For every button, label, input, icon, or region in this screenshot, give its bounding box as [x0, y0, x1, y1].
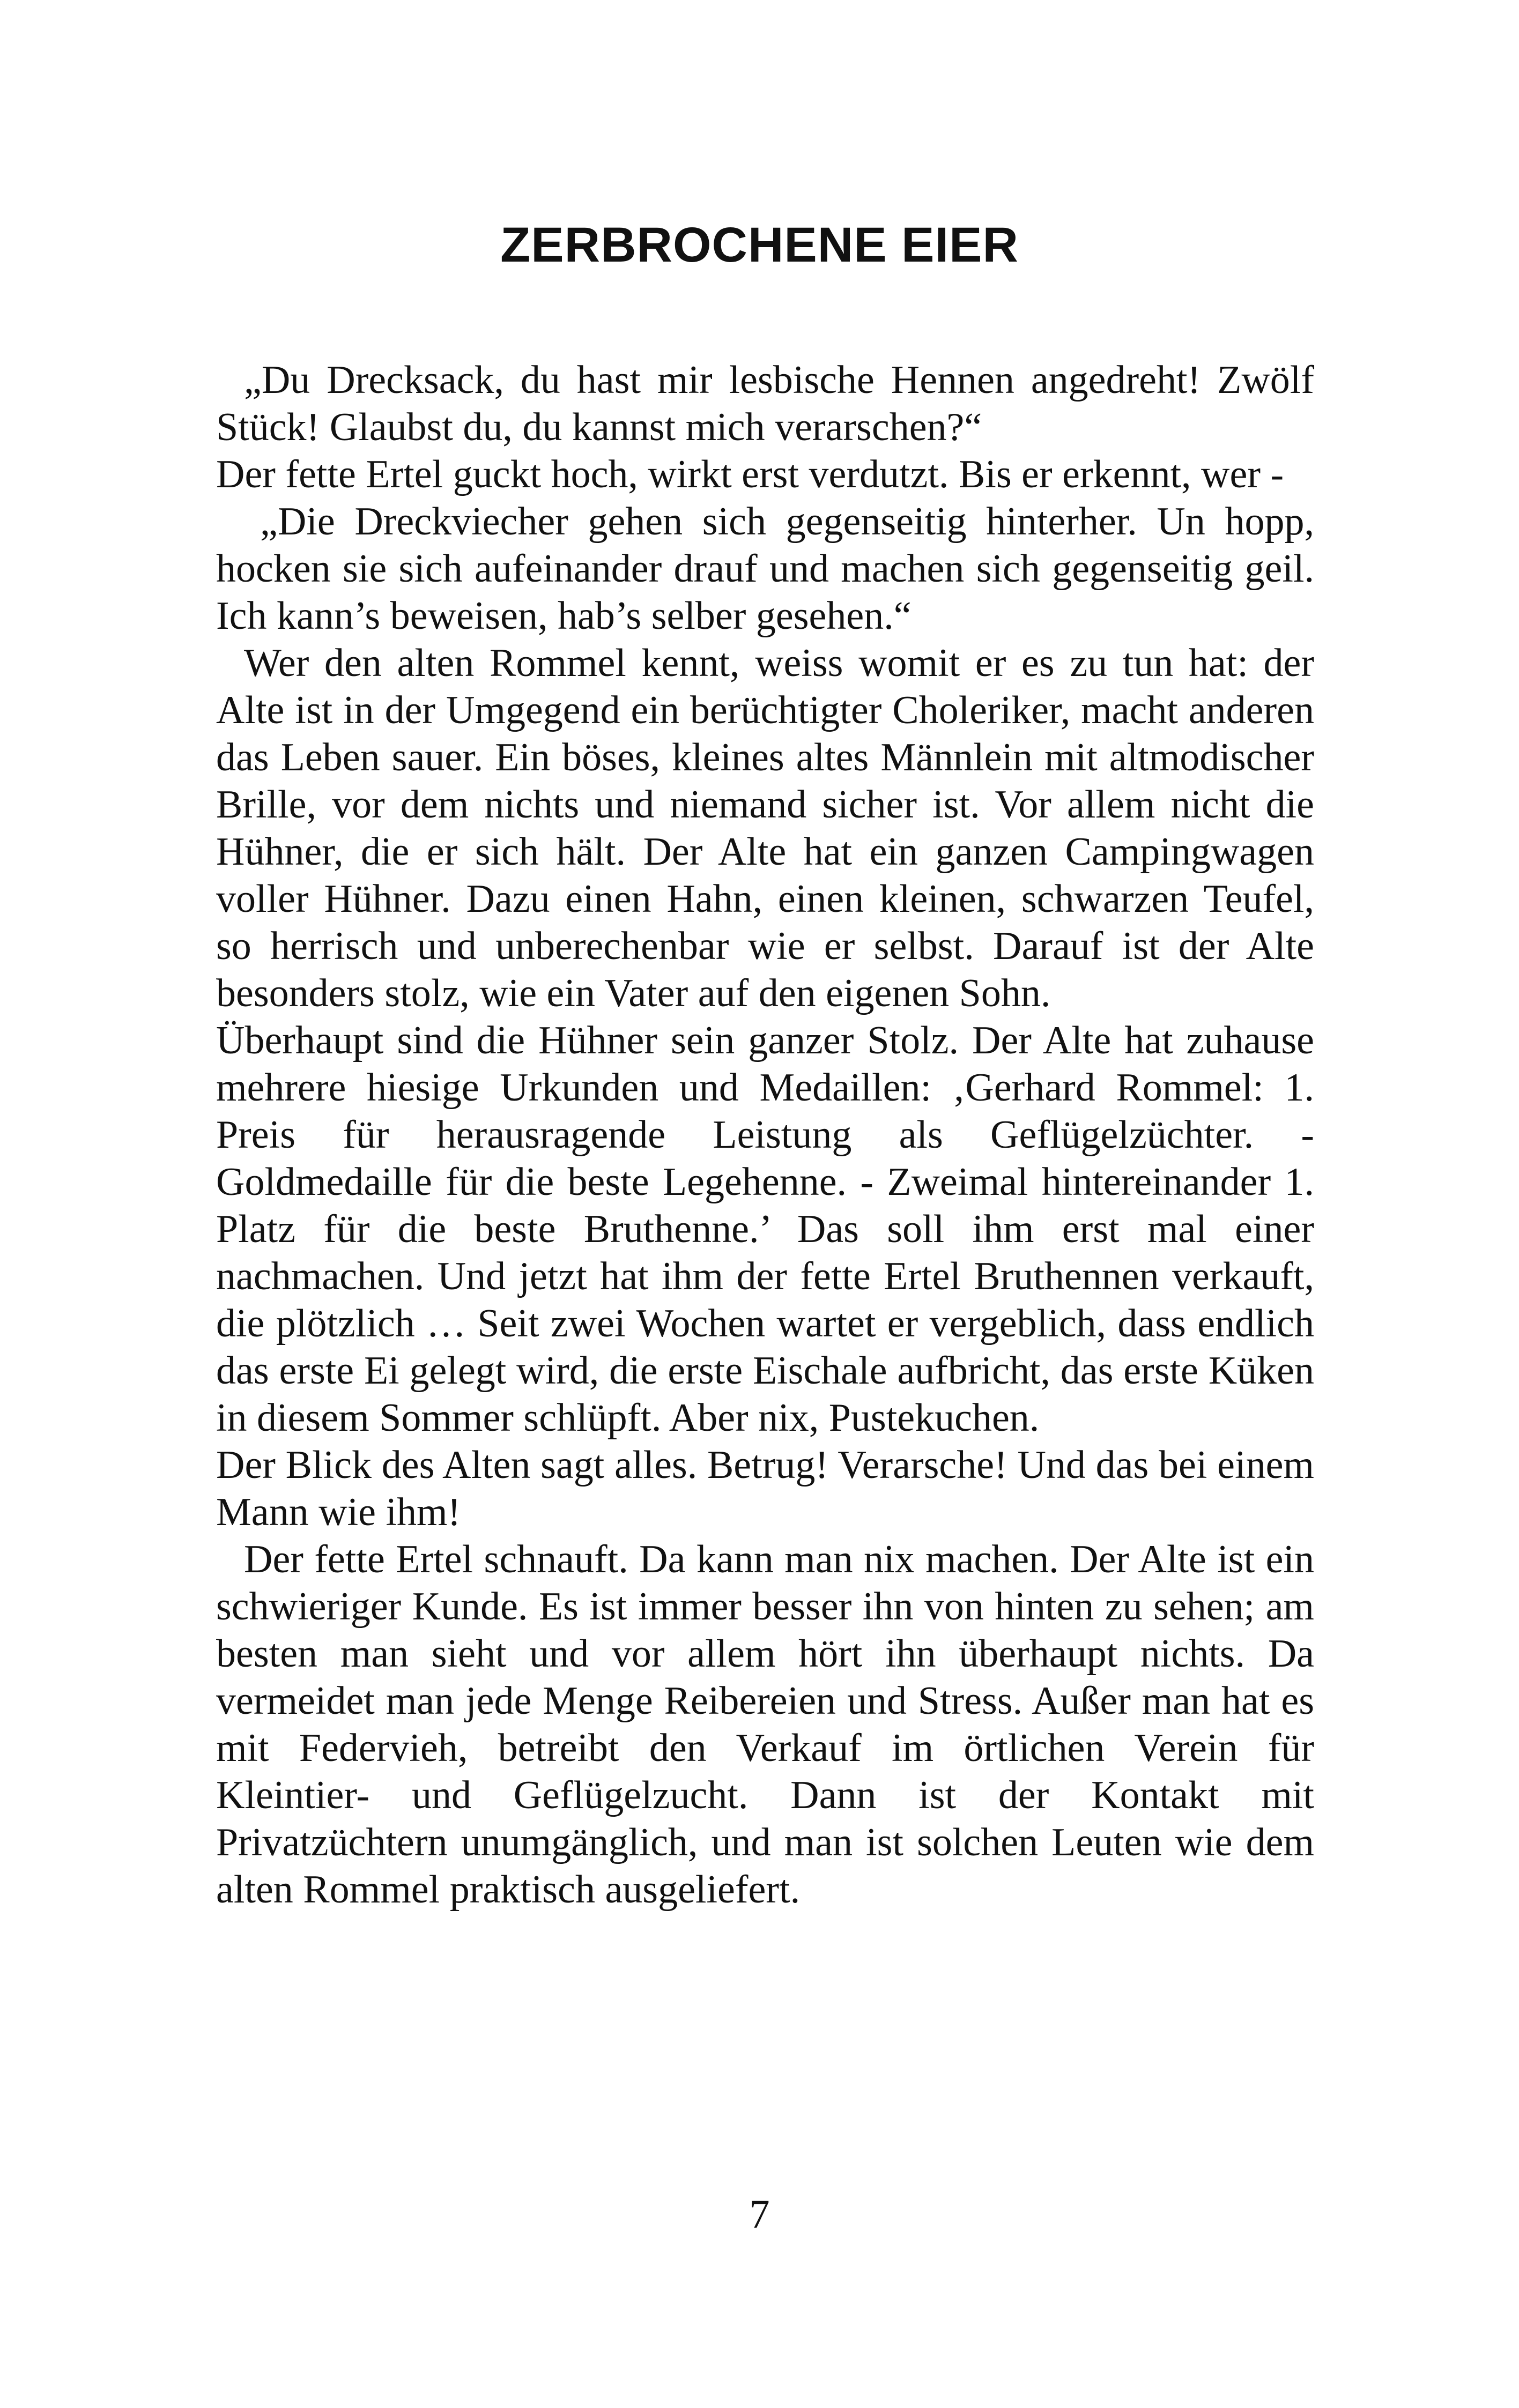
- paragraph-6: Der Blick des Alten sagt alles. Betrug! Verarsche! Und das bei einem Mann wie ihm!: [216, 1443, 1314, 1534]
- body-text: [216, 356, 1314, 1913]
- paragraph-2: Der fette Ertel guckt hoch, wirkt erst verdutzt. Bis er erkennt, wer -: [216, 452, 1284, 496]
- paragraph-5: Überhaupt sind die Hühner sein ganzer Stolz. Der Alte hat zuhause mehrere hiesige Urkunden und Medaillen: ‚Gerhard Rommel: 1. Preis für herausragende Leistung als Geflügelzüchter. - Goldmedaille für die beste Legehenne. - Zweimal hintereinander 1. Platz für die beste Bruthenne.’ Das soll ihm erst mal einer nachmachen. Und jetzt hat ihm der fette Ertel Bruthennen verkauft, die plötzlich … Seit zwei Wochen wartet er vergeblich, dass endlich das erste Ei gelegt wird, die erste Eischale aufbricht, das erste Küken in diesem Sommer schlüpft. Aber nix, Pustekuchen.: [216, 1019, 1314, 1440]
- paragraph-3: „Die Dreckviecher gehen sich gegenseitig hinterher. Un hopp, hocken sie sich aufeinander drauf und machen sich gegenseitig geil. Ich kann’s beweisen, hab’s selber gesehen.“: [216, 500, 1314, 638]
- paragraph-7: Der fette Ertel schnauft. Da kann man nix machen. Der Alte ist ein schwieriger Kunde. Es ist immer besser ihn von hinten zu sehen; am besten man sieht und vor allem hört ihn überhaupt nichts. Da vermeidet man jede Menge Reibereien und Stress. Außer man hat es mit Federvieh, betreibt den Verkauf im örtlichen Verein für Kleintier- und Geflügelzucht. Dann ist der Kontakt mit Privatzüchtern unumgänglich, und man ist solchen Leuten wie dem alten Rommel praktisch ausgeliefert.: [216, 1537, 1314, 1912]
- page-number: 7: [749, 2192, 770, 2237]
- paragraph-1: „Du Drecksack, du hast mir lesbische Hennen angedreht! Zwölf Stück! Glaubst du, du kannst mich verarschen?“: [216, 358, 1314, 449]
- paragraph-4: Wer den alten Rommel kennt, weiss womit er es zu tun hat: der Alte ist in der Umgegend ein berüchtigter Choleriker, macht anderen das Leben sauer. Ein böses, kleines altes Männlein mit altmodischer Brille, vor dem nichts und niemand sicher ist. Vor allem nicht die Hühner, die er sich hält. Der Alte hat ein ganzen Campingwagen voller Hühner. Dazu einen Hahn, einen kleinen, schwarzen Teufel, so herrisch und unberechenbar wie er selbst. Darauf ist der Alte besonders stolz, wie ein Vater auf den eigenen Sohn.: [216, 641, 1314, 1015]
- chapter-title: ZERBROCHENE EIER: [500, 218, 1019, 272]
